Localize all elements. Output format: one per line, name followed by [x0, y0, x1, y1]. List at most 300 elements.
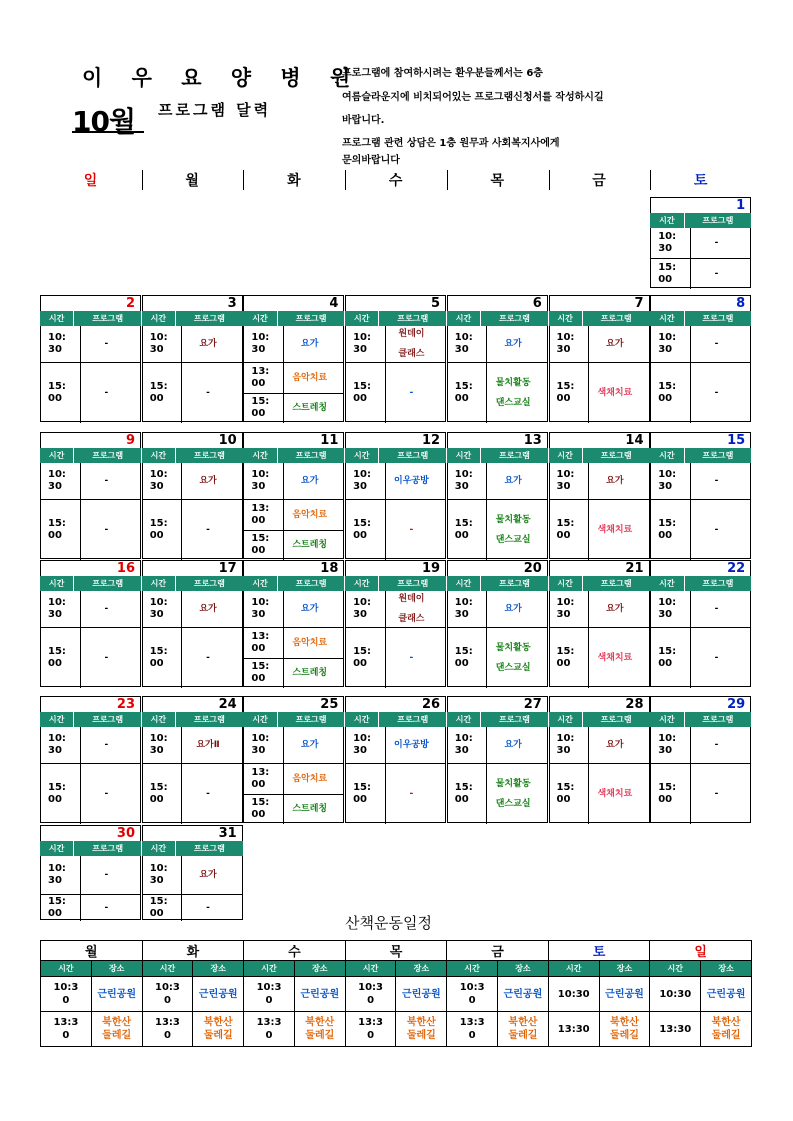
time-line: 10: [556, 733, 575, 744]
time-line: 00 [353, 794, 368, 805]
program-cell [174, 363, 241, 423]
program-cell [581, 628, 648, 688]
program-cell [73, 628, 140, 688]
time-line: 00 [251, 515, 266, 526]
program-label: - [714, 238, 719, 248]
time-line: 15: [454, 646, 473, 657]
walk-time-line: 13:3 [53, 1017, 79, 1028]
time-header: 시간 [549, 712, 583, 727]
morning-row [651, 727, 750, 763]
program-label: 요가 [301, 476, 319, 486]
time-line: 10: [658, 733, 677, 744]
afternoon-row [143, 894, 242, 921]
afternoon-row [550, 627, 649, 688]
program-header: 프로그램 [92, 579, 124, 588]
time-line: 10: [48, 597, 66, 608]
walk-place-label: 북한산 [102, 1017, 132, 1028]
morning-row [448, 326, 547, 362]
program-label: - [104, 525, 109, 535]
program-label: - [714, 789, 719, 799]
morning-row [651, 326, 750, 362]
time-header: 시간 [549, 311, 583, 326]
program-label: - [409, 653, 414, 663]
time-line: 00 [454, 794, 469, 805]
time-line: 10: [556, 597, 575, 608]
walk-place-header: 장소 [701, 961, 752, 977]
program-label: 요가 [606, 339, 624, 349]
day-cell [142, 696, 243, 823]
time-line: 30 [454, 745, 469, 756]
day-number: 2 [40, 295, 141, 311]
program-label: - [714, 525, 719, 535]
day-number: 17 [142, 560, 243, 576]
time-line: 00 [251, 779, 266, 790]
program-label: - [104, 870, 109, 880]
program-cell [276, 591, 343, 627]
program-label: - [206, 525, 210, 535]
morning-row [550, 591, 649, 627]
morning-row [143, 591, 242, 627]
afternoon-row [346, 627, 445, 688]
day-cell [142, 432, 243, 559]
day-cell [243, 696, 344, 823]
day-cell [650, 696, 751, 823]
walk-time-line: 13:30 [659, 1023, 692, 1035]
walk-time-header: 시간 [142, 961, 193, 977]
program-label: 요가 [606, 740, 624, 750]
program-cell [276, 658, 343, 688]
program-label: 물치활동 [495, 378, 531, 388]
day-subheader [650, 576, 751, 591]
walk-time-line: 10:3 [358, 982, 384, 993]
morning-row [550, 727, 649, 763]
time-header: 시간 [345, 311, 379, 326]
time-header: 시간 [40, 576, 74, 591]
program-label: 스트레칭 [292, 804, 328, 814]
morning-row [143, 463, 242, 499]
program-label: - [104, 339, 109, 349]
program-cell [174, 500, 241, 560]
program-cell [378, 463, 445, 499]
program-cell [378, 500, 445, 560]
walk-time [447, 1012, 498, 1047]
day-number: 27 [447, 696, 548, 712]
program-cell [378, 764, 445, 824]
walk-place-label: 근린공원 [97, 988, 136, 1000]
walk-place-label: 북한산 [609, 1017, 639, 1028]
afternoon-row [143, 763, 242, 824]
day-body [549, 727, 650, 823]
program-cell [581, 764, 648, 824]
program-cell [73, 764, 140, 824]
afternoon-row [346, 763, 445, 824]
day-subheader [650, 213, 751, 228]
time-line: 30 [353, 481, 368, 492]
time-line: 30 [48, 344, 62, 355]
program-label: 음악치료 [292, 638, 328, 648]
day-body [40, 856, 141, 920]
time-line: 15: [454, 381, 473, 392]
afternoon-row [41, 763, 140, 824]
program-cell [276, 628, 343, 658]
program-cell [581, 591, 648, 627]
program-cell [174, 895, 241, 921]
afternoon-row [448, 627, 547, 688]
time-line: 00 [48, 658, 62, 669]
day-body [650, 591, 751, 687]
program-header: 프로그램 [193, 451, 225, 460]
program-cell [683, 228, 750, 258]
time-line: 00 [251, 408, 266, 419]
time-line: 10: [251, 332, 270, 343]
walk-place-header: 장소 [599, 961, 650, 977]
walk-place [701, 977, 752, 1012]
afternoon-row [550, 362, 649, 423]
weekday-separator [243, 170, 244, 190]
time-line: 15: [149, 782, 168, 793]
day-number: 21 [549, 560, 650, 576]
day-number: 11 [243, 432, 344, 448]
time-header: 시간 [243, 311, 277, 326]
day-number: 3 [142, 295, 243, 311]
afternoon-row [651, 499, 750, 560]
time-line: 10: [149, 597, 168, 608]
day-cell [549, 560, 650, 687]
time-header: 시간 [142, 448, 176, 463]
program-label: 댄스교실 [495, 799, 531, 809]
program-label: - [104, 789, 109, 799]
program-label: - [409, 388, 414, 398]
program-label: 클래스 [398, 614, 425, 624]
program-label: - [206, 789, 210, 799]
walk-place-label: 둘레길 [508, 1030, 538, 1041]
program-cell [479, 500, 546, 560]
day-subheader [345, 311, 446, 326]
morning-row [651, 463, 750, 499]
program-header: 프로그램 [499, 451, 530, 460]
time-line: 10: [353, 597, 372, 608]
program-label: 요가 [199, 339, 217, 349]
time-line: 30 [251, 344, 266, 355]
walk-place [91, 1012, 142, 1047]
program-label: 이우공방 [394, 740, 429, 750]
day-subheader [142, 576, 243, 591]
program-cell [683, 500, 750, 560]
day-subheader [650, 311, 751, 326]
time-line: 00 [48, 393, 62, 404]
program-label: 원데이 [398, 594, 425, 604]
time-line: 15: [251, 533, 270, 544]
morning-row [651, 591, 750, 627]
afternoon-row [244, 763, 343, 824]
time-line: 30 [353, 609, 368, 620]
program-label: - [714, 388, 719, 398]
day-cell [650, 432, 751, 559]
program-cell [276, 530, 343, 560]
day-subheader [345, 576, 446, 591]
program-label: 요가 [504, 339, 522, 349]
time-line: 30 [454, 344, 469, 355]
time-line: 15: [556, 782, 575, 793]
month-title: 10월 [72, 105, 136, 138]
morning-row [346, 591, 445, 627]
day-subheader [549, 311, 650, 326]
morning-row [41, 727, 140, 763]
walk-time-line: 10:3 [256, 982, 282, 993]
program-header: 프로그램 [397, 579, 429, 588]
program-cell [73, 727, 140, 763]
time-line: 10: [658, 469, 677, 480]
time-line: 13: [251, 631, 270, 642]
program-header: 프로그램 [295, 579, 327, 588]
program-cell [276, 500, 343, 530]
time-line: 13: [251, 503, 270, 514]
time-line: 10: [149, 332, 168, 343]
program-header: 프로그램 [193, 314, 225, 323]
program-cell [73, 895, 140, 921]
day-body [549, 591, 650, 687]
program-label: 요가 [504, 740, 522, 750]
time-line: 00 [149, 658, 164, 669]
walk-place-label: 북한산 [508, 1017, 538, 1028]
walk-time [142, 1012, 193, 1047]
time-line: 30 [251, 745, 266, 756]
day-subheader [650, 448, 751, 463]
day-subheader [549, 576, 650, 591]
walk-time [650, 1012, 701, 1047]
afternoon-row [41, 499, 140, 560]
day-body [345, 463, 446, 559]
program-label: - [104, 903, 109, 913]
program-cell [683, 363, 750, 423]
weekday-label: 수 [388, 173, 403, 189]
time-header: 시간 [345, 448, 379, 463]
time-line: 13: [251, 366, 270, 377]
time-line: 30 [658, 344, 673, 355]
program-label: 색채치료 [597, 789, 633, 799]
walk-place-header: 장소 [498, 961, 549, 977]
day-subheader [40, 712, 141, 727]
day-number: 28 [549, 696, 650, 712]
walk-place-label: 둘레길 [406, 1030, 436, 1041]
program-label: 요가 [504, 604, 522, 614]
walk-time [548, 977, 599, 1012]
walk-time-header: 시간 [650, 961, 701, 977]
walk-day: 금 [447, 941, 549, 961]
program-header: 프로그램 [92, 715, 124, 724]
walk-time-line: 0 [163, 995, 171, 1006]
walk-time-line: 13:30 [557, 1023, 590, 1035]
walk-time-line: 13:3 [358, 1017, 384, 1028]
time-header: 시간 [40, 448, 74, 463]
day-number: 26 [345, 696, 446, 712]
program-header: 프로그램 [499, 715, 530, 724]
program-label: - [714, 740, 719, 750]
day-body [549, 326, 650, 422]
time-header: 시간 [40, 712, 74, 727]
day-cell [40, 432, 141, 559]
morning-row [143, 856, 242, 894]
time-line: 15: [251, 661, 270, 672]
walk-place-label: 북한산 [203, 1017, 233, 1028]
program-cell [174, 727, 241, 763]
time-header: 시간 [549, 448, 583, 463]
time-line: 15: [48, 782, 66, 793]
program-cell [276, 764, 343, 794]
walk-time-line: 13:3 [256, 1017, 282, 1028]
day-subheader [40, 311, 141, 326]
walk-place [498, 977, 549, 1012]
time-line: 30 [149, 745, 164, 756]
morning-row [346, 326, 445, 362]
walk-day: 일 [650, 941, 752, 961]
program-label: 요가 [606, 604, 624, 614]
program-label: - [714, 476, 719, 486]
walk-place [599, 1012, 650, 1047]
notice-line: 프로그램에 참여하시려는 환우분들께서는 6층 [342, 68, 543, 79]
time-line: 30 [149, 481, 164, 492]
time-line: 00 [149, 794, 164, 805]
time-header: 시간 [447, 448, 481, 463]
time-header: 시간 [650, 712, 684, 727]
day-subheader [447, 448, 548, 463]
time-line: 30 [48, 875, 62, 886]
day-cell [243, 432, 344, 559]
afternoon-row [346, 499, 445, 560]
program-cell [276, 727, 343, 763]
program-cell [683, 764, 750, 824]
walk-time-header: 시간 [41, 961, 92, 977]
day-number: 18 [243, 560, 344, 576]
time-line: 10: [658, 231, 677, 242]
morning-row [244, 463, 343, 499]
program-cell [378, 363, 445, 423]
program-cell [581, 500, 648, 560]
day-cell [142, 560, 243, 687]
time-line: 10: [454, 332, 473, 343]
walk-place-label: 북한산 [406, 1017, 436, 1028]
time-header: 시간 [345, 712, 379, 727]
afternoon-row [244, 627, 343, 688]
morning-row [244, 727, 343, 763]
program-header: 프로그램 [295, 314, 327, 323]
time-line: 00 [149, 393, 164, 404]
time-line: 10: [48, 863, 66, 874]
time-line: 15: [353, 782, 372, 793]
time-line: 15: [48, 646, 66, 657]
program-cell [581, 463, 648, 499]
morning-row [550, 463, 649, 499]
day-body [650, 228, 751, 288]
weekday-separator [650, 170, 651, 190]
day-number: 9 [40, 432, 141, 448]
program-label: 스트레칭 [292, 668, 328, 678]
program-label: 클래스 [398, 349, 425, 359]
time-line: 10: [149, 469, 168, 480]
walk-time-line: 0 [265, 995, 273, 1006]
program-header: 프로그램 [702, 216, 734, 225]
day-cell [345, 696, 446, 823]
program-header: 프로그램 [193, 844, 225, 853]
time-line: 15: [251, 396, 270, 407]
walk-time-line: 0 [367, 995, 375, 1006]
program-cell [479, 463, 546, 499]
afternoon-row [651, 763, 750, 824]
time-line: 13: [251, 767, 270, 778]
program-header: 프로그램 [702, 451, 734, 460]
day-number: 1 [650, 197, 751, 213]
walk-afternoon-row [41, 1012, 752, 1047]
afternoon-row [448, 763, 547, 824]
program-header: 프로그램 [600, 314, 632, 323]
time-line: 10: [556, 469, 575, 480]
afternoon-row [550, 499, 649, 560]
day-number: 12 [345, 432, 446, 448]
program-label: 색채치료 [597, 388, 633, 398]
walk-place [599, 977, 650, 1012]
program-cell [479, 591, 546, 627]
time-line: 00 [251, 643, 266, 654]
day-body [650, 463, 751, 559]
walk-place-header: 장소 [193, 961, 244, 977]
notice-line: 바랍니다. [342, 115, 385, 126]
walk-morning-row [41, 977, 752, 1012]
afternoon-row [143, 499, 242, 560]
day-body [243, 591, 344, 687]
program-header: 프로그램 [397, 451, 429, 460]
time-header: 시간 [447, 712, 481, 727]
time-header: 시간 [650, 448, 684, 463]
day-number: 15 [650, 432, 751, 448]
program-header: 프로그램 [600, 451, 632, 460]
day-subheader [40, 576, 141, 591]
morning-row [41, 591, 140, 627]
time-line: 15: [556, 518, 575, 529]
program-header: 프로그램 [92, 314, 124, 323]
walk-place-label: 근린공원 [198, 988, 238, 1000]
program-cell [378, 628, 445, 688]
time-line: 30 [251, 481, 266, 492]
program-label: 댄스교실 [495, 398, 531, 408]
day-body [447, 463, 548, 559]
day-number: 6 [447, 295, 548, 311]
program-cell [479, 764, 546, 824]
time-line: 10: [353, 469, 372, 480]
walk-time-line: 13:3 [155, 1017, 180, 1028]
program-header: 프로그램 [397, 715, 429, 724]
program-cell [276, 326, 343, 362]
day-body [447, 326, 548, 422]
day-subheader [447, 311, 548, 326]
afternoon-row [651, 362, 750, 423]
day-number: 4 [243, 295, 344, 311]
program-label: - [104, 653, 109, 663]
day-body [243, 727, 344, 823]
time-line: 30 [658, 481, 673, 492]
day-body [40, 326, 141, 422]
day-subheader [243, 712, 344, 727]
morning-row [41, 856, 140, 894]
program-cell [174, 856, 241, 894]
walk-place [193, 1012, 244, 1047]
program-label: 요가 [199, 870, 217, 880]
morning-row [143, 326, 242, 362]
time-line: 10: [658, 597, 677, 608]
day-number: 19 [345, 560, 446, 576]
time-line: 30 [556, 344, 571, 355]
day-body [40, 591, 141, 687]
walk-schedule-table [40, 940, 752, 1047]
